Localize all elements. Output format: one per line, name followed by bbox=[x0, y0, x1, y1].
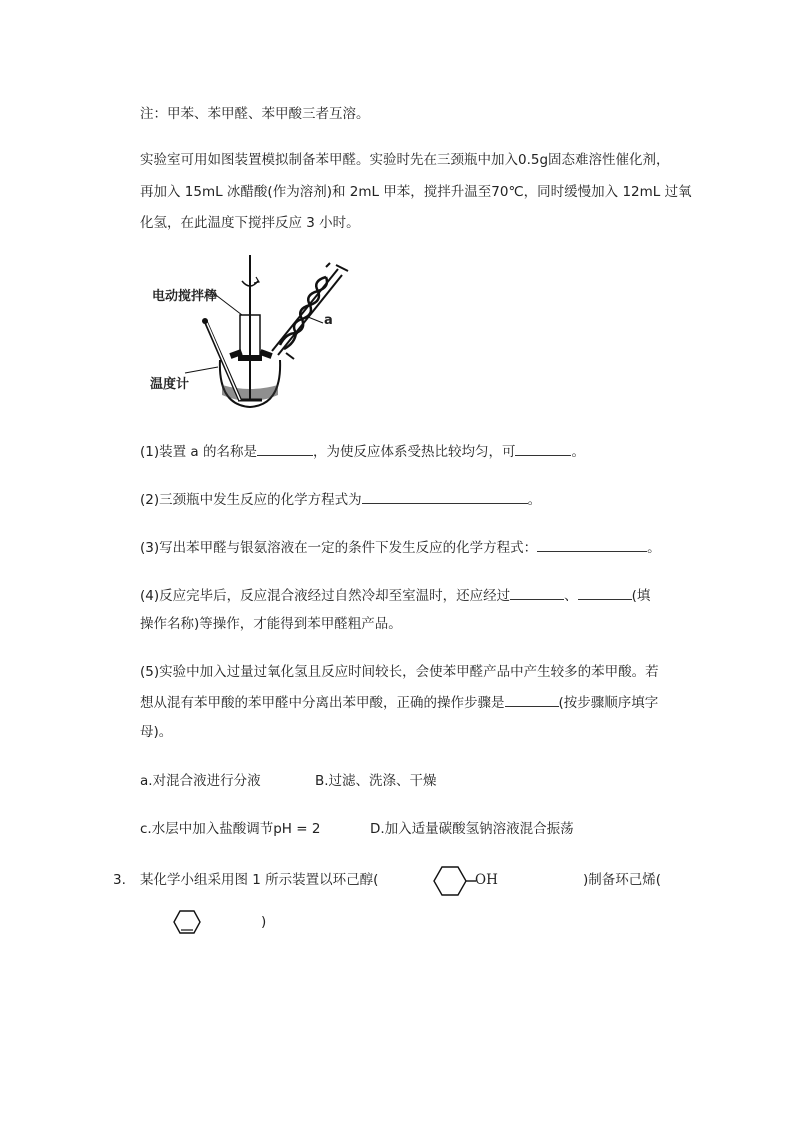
q5-text-a: 想从混有苯甲酸的苯甲醛中分离出苯甲酸，正确的操作步骤是 bbox=[140, 695, 505, 711]
question-3 bbox=[140, 537, 661, 558]
option-d: D.加入适量碳酸氢钠溶液混合振荡 bbox=[370, 821, 574, 837]
question-2 bbox=[140, 489, 541, 510]
q1-text-b: ，为使反应体系受热比较均匀，可 bbox=[312, 444, 516, 460]
q1-text-a: (1)装置 a 的名称是 bbox=[140, 444, 257, 460]
cyclohexene-structure bbox=[170, 908, 210, 938]
option-a: a.对混合液进行分液 bbox=[140, 773, 261, 789]
q2-text-a: (2)三颈瓶中发生反应的化学方程式为 bbox=[140, 492, 362, 508]
q4-sep: 、 bbox=[564, 588, 578, 604]
q5-blank[interactable] bbox=[505, 692, 559, 707]
q-next-text-b: )制备环己烯( bbox=[583, 872, 662, 888]
intro-line-3: 化氢，在此温度下搅拌反应 3 小时。 bbox=[140, 215, 360, 231]
q2-text-b: 。 bbox=[527, 492, 542, 508]
q1-blank-1[interactable] bbox=[257, 441, 313, 456]
q3-text-b: 。 bbox=[647, 540, 661, 556]
option-c: c.水层中加入盐酸调节pH = 2 bbox=[140, 821, 321, 837]
intro-line-1: 实验室可用如图装置模拟制备苯甲醛。实验时先在三颈瓶中加入0.5g固态难溶性催化剂， bbox=[140, 152, 670, 168]
question-5-line-2 bbox=[140, 692, 658, 713]
question-1 bbox=[140, 441, 585, 462]
option-b: B.过滤、洗涤、干燥 bbox=[315, 773, 437, 789]
thermometer-label: 温度计 bbox=[150, 377, 190, 392]
q4-text-b: (填 bbox=[631, 588, 651, 604]
question-3-number: 3. bbox=[113, 872, 126, 888]
question-4-line-2: 操作名称)等操作，才能得到苯甲醛粗产品。 bbox=[140, 616, 402, 632]
q5-text-b: (按步骤顺序填字 bbox=[558, 695, 659, 711]
note-text: 注：甲苯、苯甲醛、苯甲酸三者互溶。 bbox=[140, 106, 370, 122]
q1-blank-2[interactable] bbox=[515, 441, 571, 456]
condenser-label: a bbox=[324, 313, 333, 328]
q4-blank-1[interactable] bbox=[510, 585, 564, 600]
q3-blank[interactable] bbox=[537, 537, 647, 552]
q-next-text-a: 某化学小组采用图 1 所示装置以环己醇( bbox=[140, 872, 379, 888]
q4-blank-2[interactable] bbox=[578, 585, 632, 600]
q1-text-c: 。 bbox=[571, 444, 585, 460]
intro-line-2: 再加入 15mL 冰醋酸(作为溶剂)和 2mL 甲苯，搅拌升温至70℃，同时缓慢加入 12mL 过氧 bbox=[140, 184, 692, 200]
q2-blank[interactable] bbox=[362, 489, 528, 504]
question-5-line-1: (5)实验中加入过量过氧化氢且反应时间较长，会使苯甲醛产品中产生较多的苯甲酸。若 bbox=[140, 664, 659, 680]
q3-text-a: (3)写出苯甲醛与银氨溶液在一定的条件下发生反应的化学方程式： bbox=[140, 540, 538, 556]
question-4-line-1 bbox=[140, 585, 650, 606]
apparatus-figure bbox=[150, 255, 370, 419]
stirrer-label: 电动搅拌棒 bbox=[152, 289, 218, 304]
question-5-line-3: 母)。 bbox=[140, 724, 173, 740]
cyclohexanol-oh-label: OH bbox=[475, 872, 498, 888]
q-next-text-c: ) bbox=[261, 914, 267, 930]
q4-text-a: (4)反应完毕后，反应混合液经过自然冷却至室温时，还应经过 bbox=[140, 588, 511, 604]
